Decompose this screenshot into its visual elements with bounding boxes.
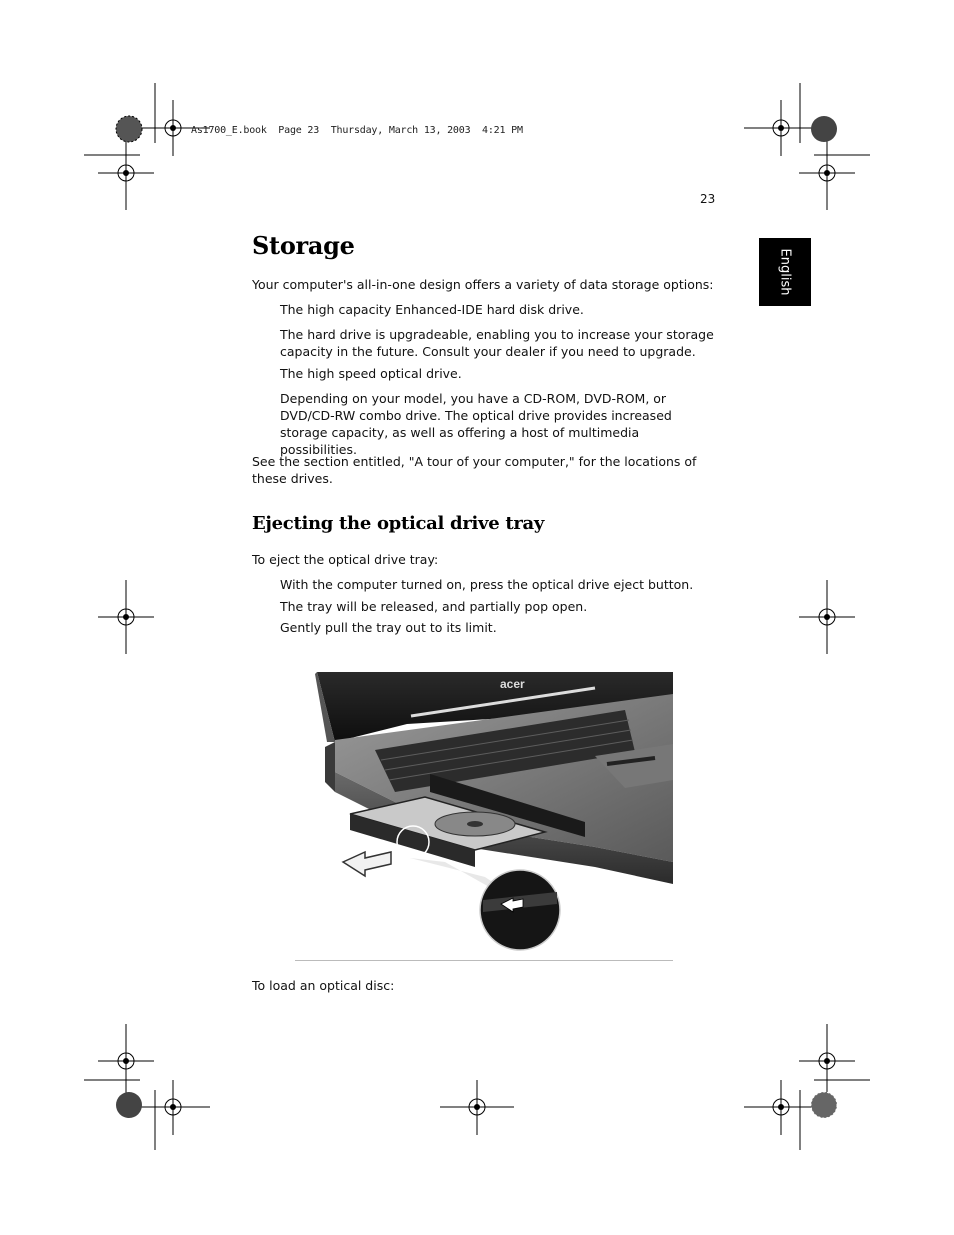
storage-item: The high speed optical drive. xyxy=(280,366,462,381)
print-slug: As1700_E.book Page 23 Thursday, March 13, 2003 4:21 PM xyxy=(191,125,523,136)
storage-item: The hard drive is upgradeable, enabling you to increase your storage capacity in the future. Consult your dealer if you need to upgrade. xyxy=(280,327,714,359)
load-intro: To load an optical disc: xyxy=(252,978,395,993)
optical-drive-eject-illustration xyxy=(295,672,673,961)
figure-divider xyxy=(295,960,673,961)
storage-item: Depending on your model, you have a CD-ROM, DVD-ROM, or DVD/CD-RW combo drive. The optical drive provides increased storage capacity, as well as offering a host of multimedia possibilities. xyxy=(280,391,672,457)
eject-step: Gently pull the tray out to its limit. xyxy=(280,620,497,635)
eject-step: The tray will be released, and partially pop open. xyxy=(280,599,588,614)
section-title-storage: Storage xyxy=(252,231,355,260)
eject-intro: To eject the optical drive tray: xyxy=(252,552,439,567)
eject-step: With the computer turned on, press the optical drive eject button. xyxy=(280,577,694,592)
section-title-eject: Ejecting the optical drive tray xyxy=(252,513,545,534)
storage-intro: Your computer's all-in-one design offers a variety of data storage options: xyxy=(252,277,714,292)
acer-logo: acer xyxy=(500,677,525,691)
page-number: 23 xyxy=(700,192,716,206)
storage-item: The high capacity Enhanced-IDE hard disk drive. xyxy=(280,302,584,317)
language-tab xyxy=(759,238,811,306)
language-tab-label: English xyxy=(777,248,793,296)
storage-see-also: See the section entitled, "A tour of your computer," for the locations of these drives. xyxy=(252,454,697,486)
